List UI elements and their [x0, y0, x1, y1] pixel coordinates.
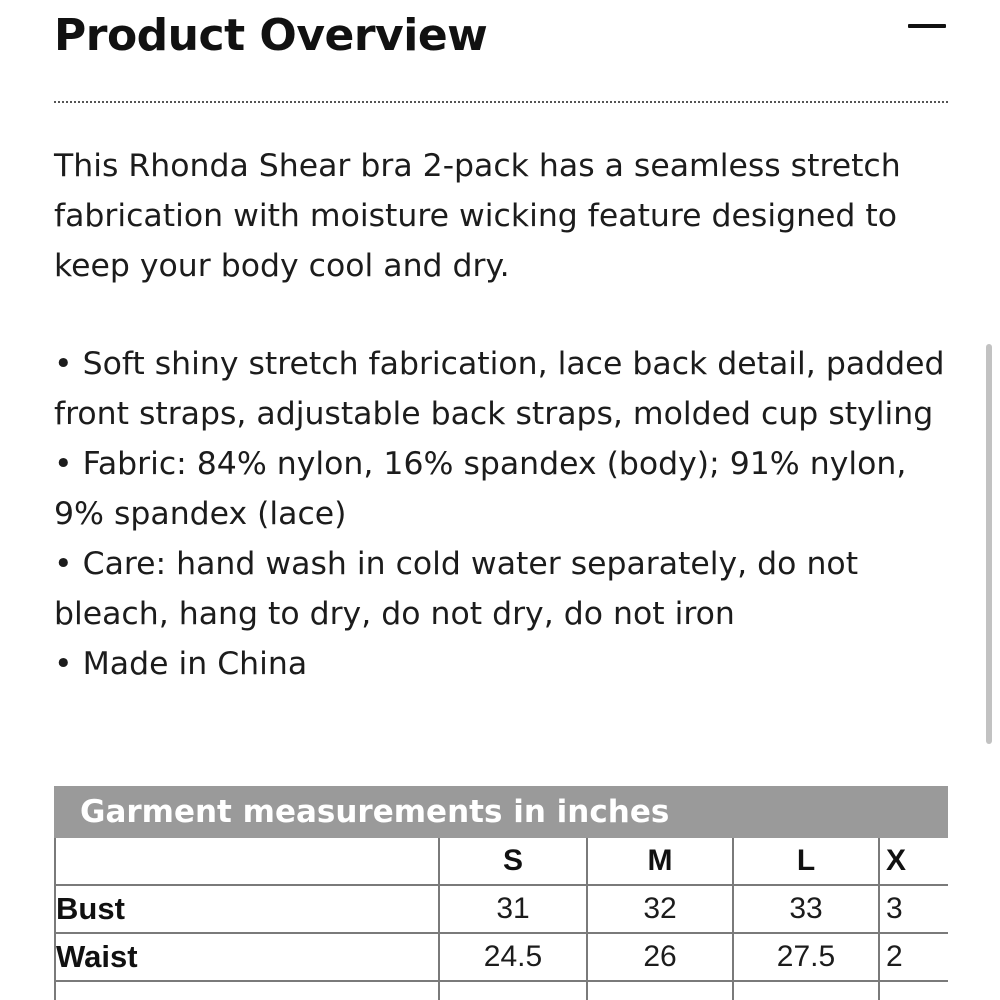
- scrollbar-thumb[interactable]: [986, 344, 992, 744]
- size-header: M: [587, 837, 733, 885]
- section-header[interactable]: [54, 6, 948, 66]
- table-header-row: [55, 837, 948, 885]
- table-cell: 24.5: [439, 933, 587, 981]
- feature-item: • Fabric: 84% nylon, 16% spandex (body); 91% nylon, 9% spandex (lace): [54, 439, 954, 539]
- table-row: [55, 981, 948, 1000]
- table-cell: [587, 981, 733, 1000]
- feature-item: • Made in China: [54, 639, 954, 689]
- size-header: X: [879, 837, 948, 885]
- dotted-divider: [54, 101, 948, 103]
- table-row: [55, 933, 948, 981]
- feature-item: • Care: hand wash in cold water separately, do not bleach, hang to dry, do not dry, do not iron: [54, 539, 954, 639]
- table-cell: 3: [879, 885, 948, 933]
- row-label: Waist: [55, 933, 439, 981]
- minus-icon[interactable]: [908, 24, 946, 28]
- table-cell: [733, 981, 879, 1000]
- table-corner-cell: [55, 837, 439, 885]
- table-cell: [55, 981, 439, 1000]
- table-cell: 31: [439, 885, 587, 933]
- table-cell: 33: [733, 885, 879, 933]
- table-caption-row: [55, 787, 948, 837]
- measurement-table: [54, 786, 948, 1000]
- row-label: Bust: [55, 885, 439, 933]
- table-cell: 32: [587, 885, 733, 933]
- size-header: L: [733, 837, 879, 885]
- table-cell: 2: [879, 933, 948, 981]
- table-cell: [879, 981, 948, 1000]
- table-caption: Garment measurements in inches: [55, 787, 948, 837]
- size-header: S: [439, 837, 587, 885]
- page-title: Product Overview: [54, 10, 488, 61]
- table-cell: [439, 981, 587, 1000]
- table-row: [55, 885, 948, 933]
- feature-list: [54, 339, 954, 689]
- feature-item: • Soft shiny stretch fabrication, lace back detail, padded front straps, adjustable back straps, molded cup styling: [54, 339, 954, 439]
- product-description: This Rhonda Shear bra 2-pack has a seamless stretch fabrication with moisture wicking feature designed to keep your body cool and dry.: [54, 148, 901, 284]
- table-cell: 26: [587, 933, 733, 981]
- measurement-table-container: [54, 786, 948, 1000]
- table-cell: 27.5: [733, 933, 879, 981]
